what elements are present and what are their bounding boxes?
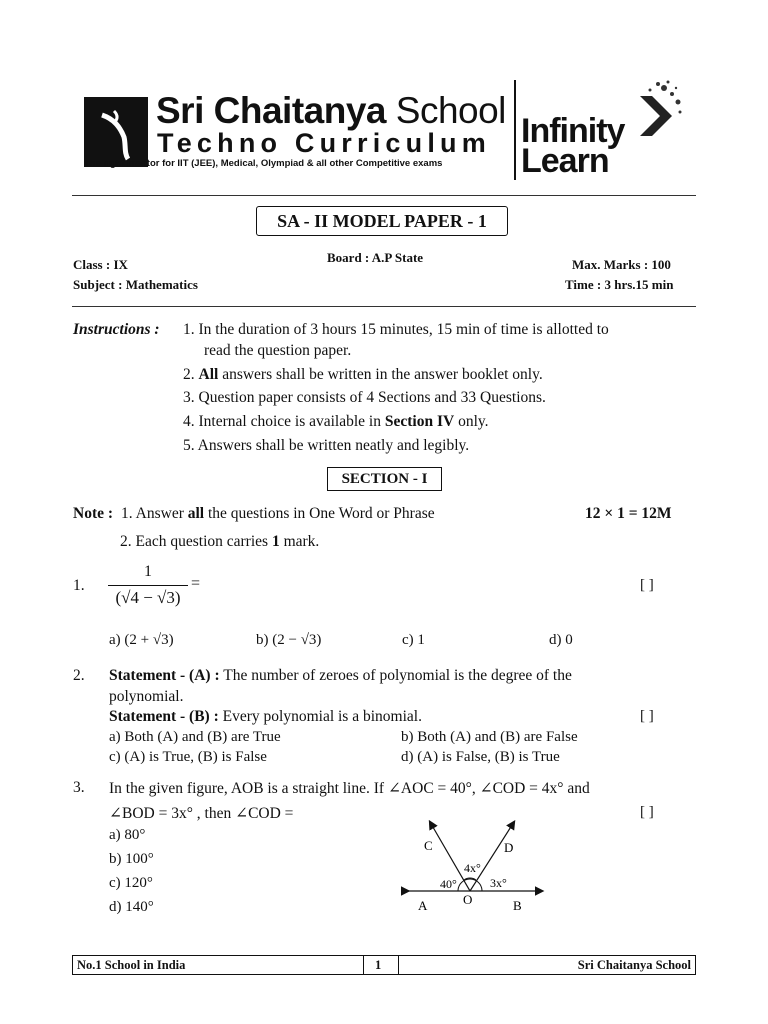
time-label: Time : 3 hrs.15 min bbox=[565, 277, 674, 292]
note-label: Note : bbox=[73, 505, 114, 522]
instruction-1: 1. In the duration of 3 hours 15 minutes, 15 min of time is allotted to bbox=[183, 321, 609, 338]
question-1-numerator: 1 bbox=[144, 563, 152, 580]
partner-logo-line2: Learn bbox=[521, 142, 609, 180]
question-1-denominator: (√4 − √3) bbox=[115, 588, 181, 607]
brand-subtitle: Techno Curriculum bbox=[157, 128, 491, 158]
figure-angle-aoc: 40° bbox=[440, 877, 457, 891]
instruction-2: 2. All answers shall be written in the answer booklet only. bbox=[183, 366, 543, 383]
question-2-statement-a-cont: polynomial. bbox=[109, 688, 184, 705]
figure-angle-cod: 4x° bbox=[464, 861, 481, 875]
section-title: SECTION - I bbox=[327, 467, 442, 491]
figure-label-a: A bbox=[418, 898, 428, 913]
question-2-option-a: a) Both (A) and (B) are True bbox=[109, 729, 281, 745]
question-3-number: 3. bbox=[73, 779, 85, 796]
page-footer bbox=[72, 955, 696, 975]
meta-rule bbox=[72, 306, 696, 307]
question-1-equals: = bbox=[191, 575, 201, 592]
paper-title: SA - II MODEL PAPER - 1 bbox=[256, 206, 508, 236]
brand-name-bold: Sri Chaitanya bbox=[156, 90, 386, 131]
question-1-option-b: b) (2 − √3) bbox=[256, 632, 322, 648]
question-3-answer-bracket: [ ] bbox=[640, 804, 654, 820]
figure-label-b: B bbox=[513, 898, 522, 913]
question-1-option-c: c) 1 bbox=[402, 632, 425, 648]
footer-right: Sri Chaitanya School bbox=[577, 958, 691, 972]
question-2-statement-a: Statement - (A) : The number of zeroes of polynomial is the degree of the bbox=[109, 667, 572, 684]
question-2-number: 2. bbox=[73, 667, 85, 684]
footer-separator bbox=[363, 956, 364, 974]
figure-label-d: D bbox=[504, 840, 514, 855]
question-3-line-1: In the given figure, AOB is a straight line. If ∠AOC = 40°, ∠COD = 4x° and bbox=[109, 780, 590, 797]
question-3-option-b: b) 100° bbox=[109, 851, 154, 867]
brand-name-light: School bbox=[395, 90, 506, 131]
partner-logo-splash-icon bbox=[620, 76, 690, 156]
figure-label-c: C bbox=[424, 838, 433, 853]
question-1-number: 1. bbox=[73, 577, 85, 594]
note-1: 1. Answer all the questions in One Word or Phrase bbox=[121, 505, 435, 522]
footer-separator bbox=[398, 956, 399, 974]
instructions-heading: Instructions : bbox=[73, 321, 160, 338]
question-3-line-2: ∠BOD = 3x° , then ∠COD = bbox=[109, 805, 294, 822]
fraction-bar bbox=[108, 585, 188, 586]
brand-name bbox=[156, 90, 506, 132]
question-2-answer-bracket: [ ] bbox=[640, 708, 654, 724]
instruction-5: 5. Answers shall be written neatly and legibly. bbox=[183, 437, 470, 454]
board-label: Board : A.P State bbox=[327, 250, 424, 265]
instruction-1-cont: read the question paper. bbox=[204, 342, 352, 359]
class-label: Class : IX bbox=[73, 257, 128, 272]
max-marks-label: Max. Marks : 100 bbox=[572, 257, 671, 272]
question-1-answer-bracket: [ ] bbox=[640, 577, 654, 593]
angle-figure bbox=[400, 814, 550, 918]
question-2-option-c: c) (A) is True, (B) is False bbox=[109, 749, 267, 765]
question-2-option-b: b) Both (A) and (B) are False bbox=[401, 729, 578, 745]
figure-angle-bod: 3x° bbox=[490, 876, 507, 890]
footer-page-number: 1 bbox=[375, 958, 382, 972]
question-1-option-a: a) (2 + √3) bbox=[109, 632, 174, 648]
partner-logo-line1: Infinity bbox=[521, 112, 625, 150]
question-1-option-d: d) 0 bbox=[549, 632, 573, 648]
header-rule bbox=[72, 195, 696, 196]
question-3-option-a: a) 80° bbox=[109, 827, 146, 843]
question-3-option-c: c) 120° bbox=[109, 875, 153, 891]
question-2-option-d: d) (A) is False, (B) is True bbox=[401, 749, 560, 765]
brand-tagline: The right mentor for IIT (JEE), Medical, Olympiad & all other Competitive exams bbox=[84, 158, 443, 169]
question-3-option-d: d) 140° bbox=[109, 899, 154, 915]
header-divider bbox=[514, 80, 516, 180]
school-logo bbox=[84, 97, 148, 167]
section-marks: 12 × 1 = 12M bbox=[585, 505, 672, 522]
instruction-3: 3. Question paper consists of 4 Sections and 33 Questions. bbox=[183, 389, 546, 406]
angle-arc bbox=[458, 879, 482, 891]
note-2: 2. Each question carries 1 mark. bbox=[120, 533, 320, 550]
figure-label-o: O bbox=[463, 892, 473, 907]
instruction-4: 4. Internal choice is available in Section IV only. bbox=[183, 413, 489, 430]
footer-left: No.1 School in India bbox=[77, 958, 186, 972]
question-2-statement-b: Statement - (B) : Every polynomial is a binomial. bbox=[109, 708, 422, 725]
subject-label: Subject : Mathematics bbox=[73, 277, 198, 292]
